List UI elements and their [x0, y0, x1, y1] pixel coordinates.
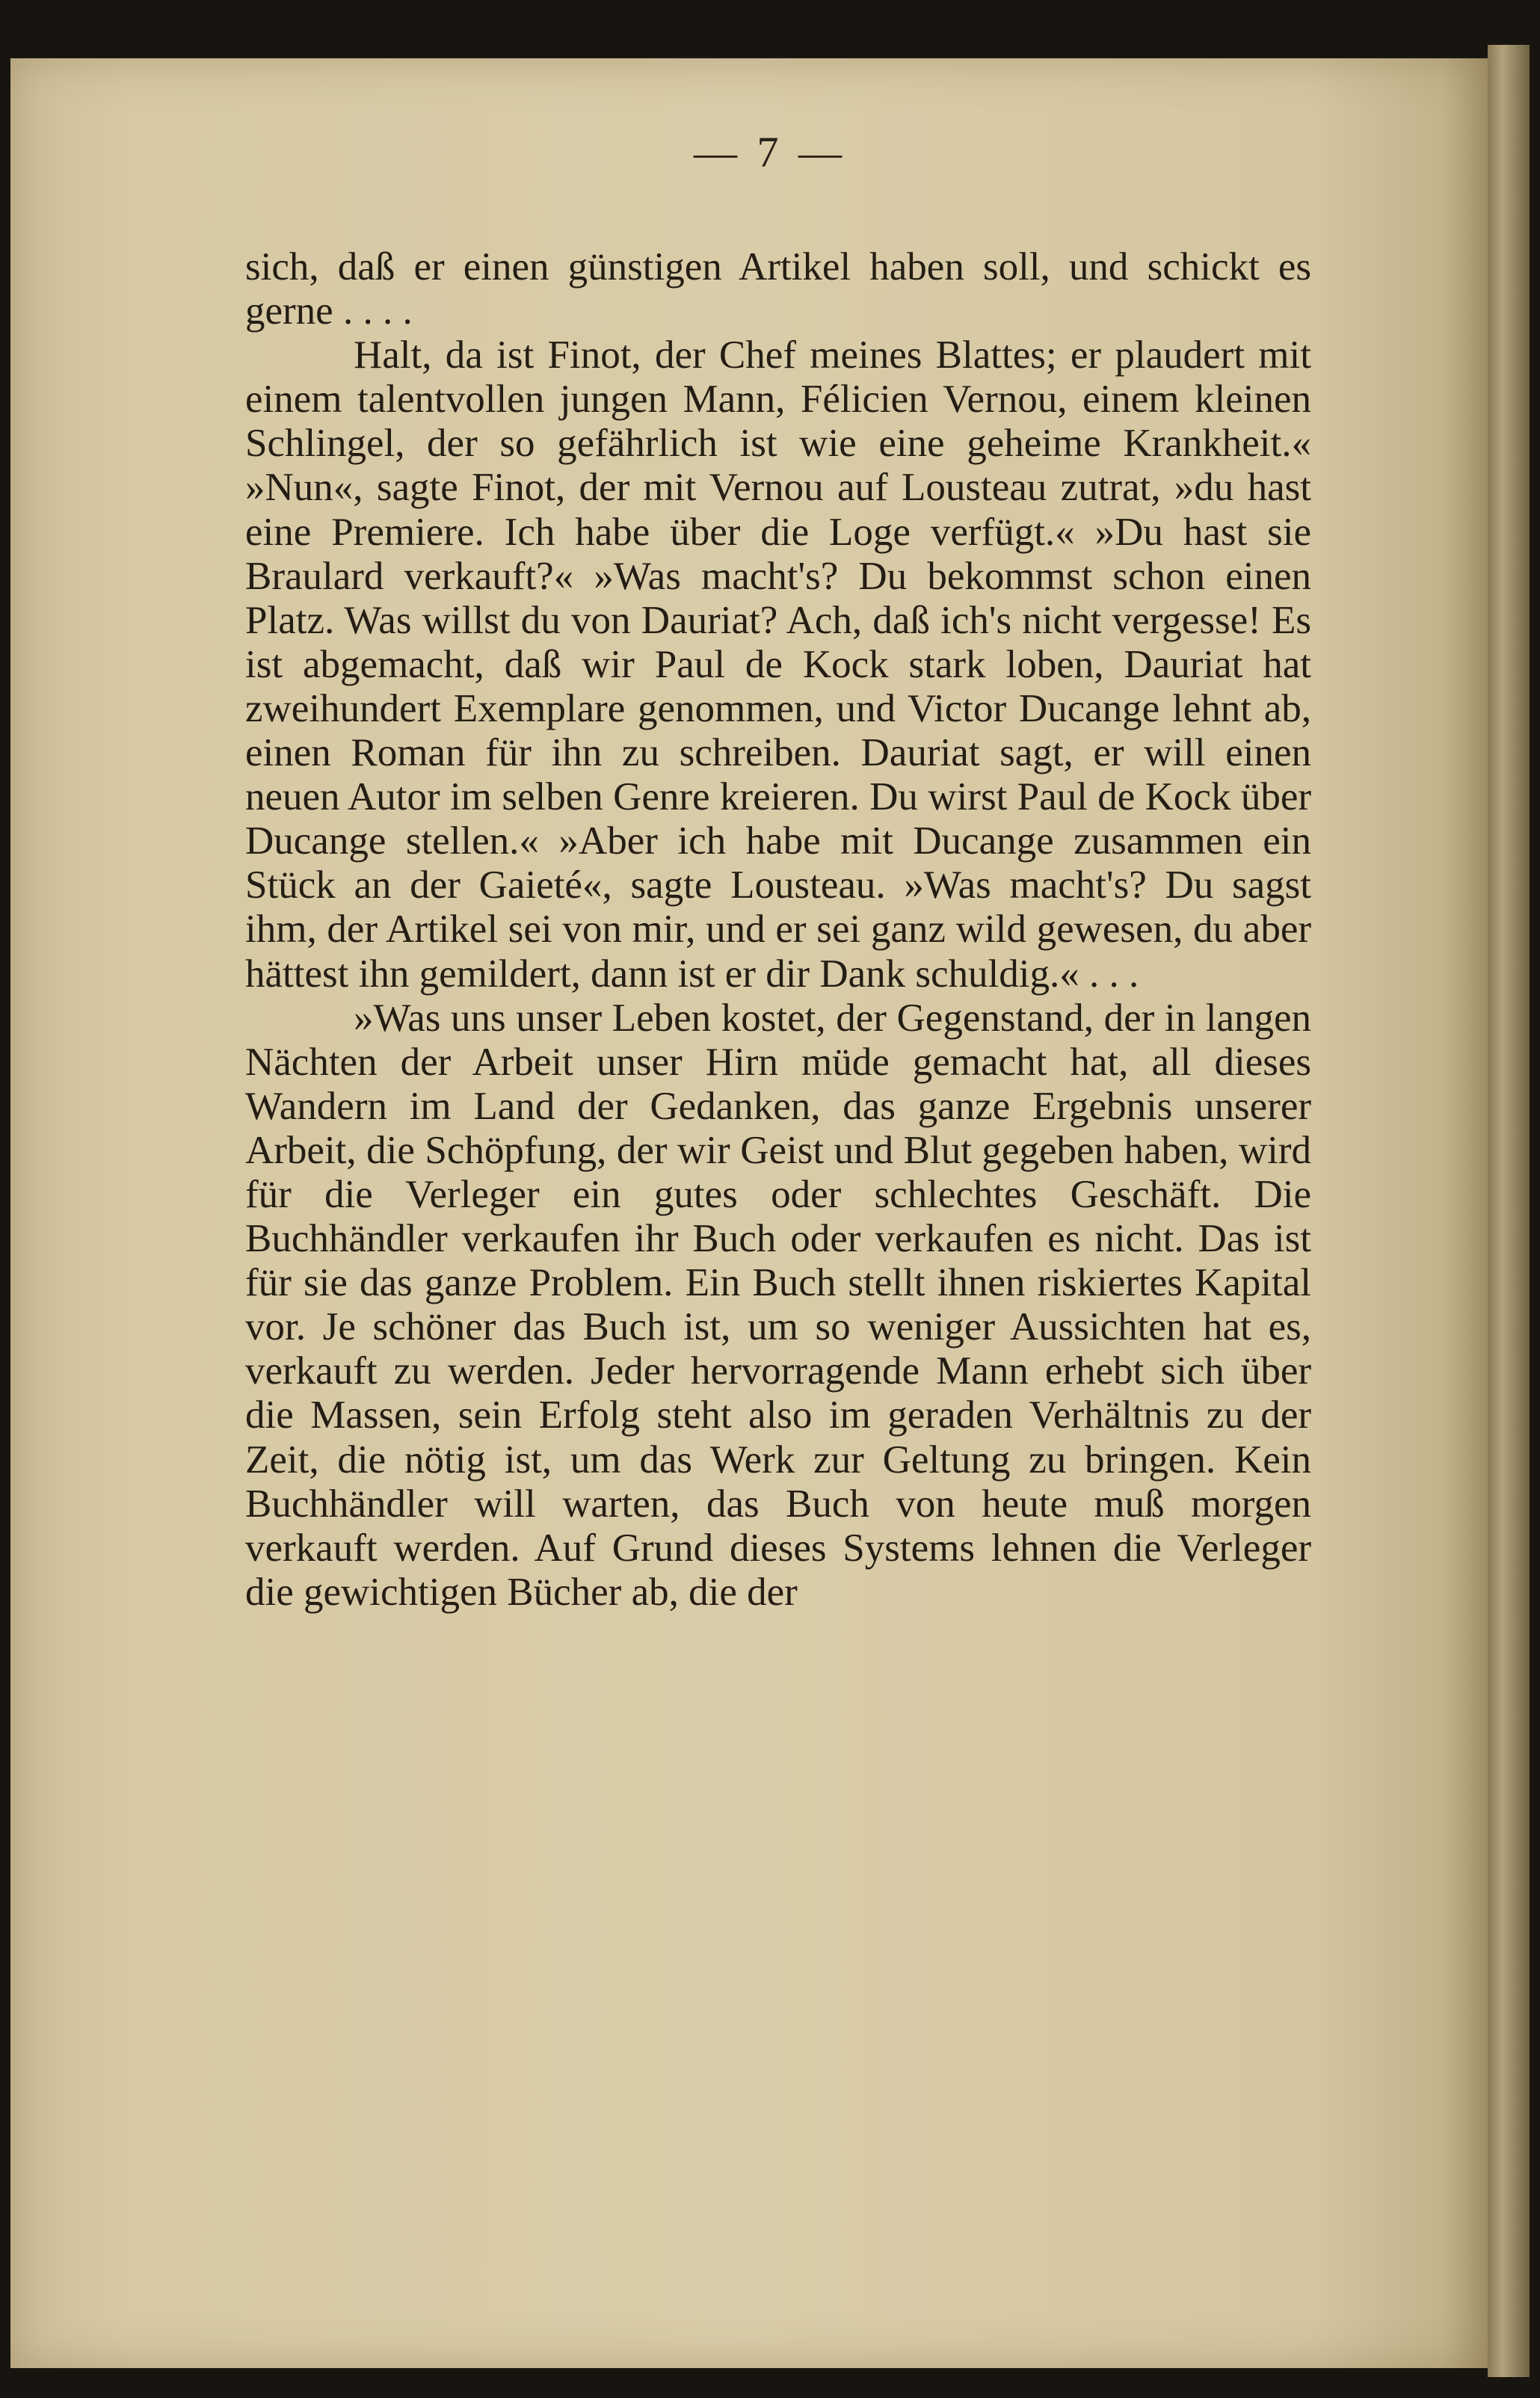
paragraph-3: »Was uns unser Leben kostet, der Gegenstand, der in langen Nächten der Arbeit unser Hirn müde gemacht hat, all dieses Wandern im Land der Gedanken, das ganze Ergebnis unserer Arbeit, die Schöpfung, der wir Geist und Blut gegeben haben, wird für die Verleger ein gutes oder schlechtes Geschäft. Die Buchhändler verkaufen ihr Buch oder verkaufen es nicht. Das ist für sie das ganze Problem. Ein Buch stellt ihnen riskiertes Kapital vor. Je schöner das Buch ist, um so weniger Aussichten hat es, verkauft zu werden. Jeder hervorragende Mann erhebt sich über die Massen, sein Erfolg steht also im geraden Verhältnis zu der Zeit, die nötig ist, um das Werk zur Geltung zu bringen. Kein Buchhändler will warten, das Buch von heute muß morgen verkauft werden. Auf Grund dieses Systems lehnen die Verleger die gewichtigen Bücher ab, die der [245, 996, 1311, 1614]
paragraph-1: sich, daß er einen günstigen Artikel haben soll, und schickt es gerne . . . . [245, 245, 1311, 333]
page-edge [1488, 45, 1530, 2377]
body-text [245, 245, 1311, 1615]
page-number: — 7 — [694, 128, 846, 176]
paragraph-2: Halt, da ist Finot, der Chef meines Blattes; er plaudert mit einem talentvollen jungen Mann, Félicien Vernou, einem kleinen Schlingel, der so gefährlich ist wie eine geheime Krankheit.« »Nun«, sagte Finot, der mit Vernou auf Lousteau zutrat, »du hast eine Premiere. Ich habe über die Loge verfügt.« »Du hast sie Braulard verkauft?« »Was macht's? Du bekommst schon einen Platz. Was willst du von Dauriat? Ach, daß ich's nicht vergesse! Es ist abgemacht, daß wir Paul de Kock stark loben, Dauriat hat zweihundert Exemplare genommen, und Victor Ducange lehnt ab, einen Roman für ihn zu schreiben. Dauriat sagt, er will einen neuen Autor im selben Genre kreieren. Du wirst Paul de Kock über Ducange stellen.« »Aber ich habe mit Ducange zusammen ein Stück an der Gaieté«, sagte Lousteau. »Was macht's? Du sagst ihm, der Artikel sei von mir, und er sei ganz wild gewesen, du aber hättest ihn gemildert, dann ist er dir Dank schuldig.« . . . [245, 333, 1311, 996]
